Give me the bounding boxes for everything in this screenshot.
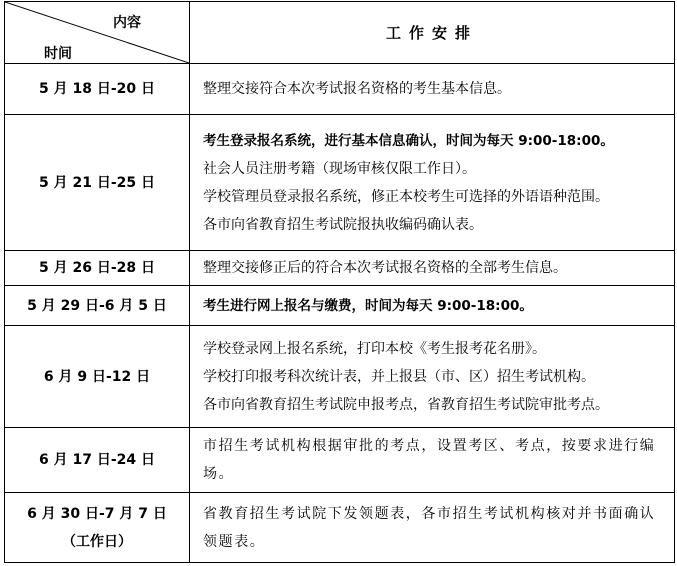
content-line: 考生登录报名系统，进行基本信息确认，时间为每天 9:00-18:00。 bbox=[203, 132, 614, 149]
content-line: 学校打印报考科次统计表，并上报县（市、区）招生考试机构。 bbox=[203, 368, 595, 385]
content-line: 各市向省教育招生考试院报执收编码确认表。 bbox=[203, 216, 483, 233]
content-cell bbox=[190, 493, 675, 563]
content-cell bbox=[190, 251, 675, 286]
content-cell bbox=[190, 64, 675, 115]
date-text: 6 月 30 日-7 月 7 日 bbox=[27, 505, 167, 522]
date-cell: 6 月 9 日-12 日 bbox=[5, 326, 190, 428]
diagonal-line bbox=[5, 2, 189, 63]
content-cell bbox=[190, 428, 675, 493]
schedule-table bbox=[4, 1, 675, 563]
table-row bbox=[5, 251, 675, 286]
content-line: 整理交接修正后的符合本次考试报名资格的全部考生信息。 bbox=[203, 260, 567, 276]
content-line: 学校管理员登录报名系统，修正本校考生可选择的外语语种范围。 bbox=[203, 188, 609, 205]
content-line: 整理交接符合本次考试报名资格的考生基本信息。 bbox=[203, 81, 511, 97]
table-row bbox=[5, 428, 675, 493]
content-paragraph: 市招生考试机构根据审批的考点，设置考区、考点，按要求进行编场。 bbox=[203, 438, 656, 482]
date-cell: 5 月 21 日-25 日 bbox=[5, 115, 190, 251]
time-header-label: 时间 bbox=[44, 46, 72, 62]
content-line: 各市向省教育招生考试院申报考点，省教育招生考试院审批考点。 bbox=[203, 396, 609, 413]
content-cell bbox=[190, 115, 675, 251]
header-row bbox=[5, 2, 675, 64]
table-row bbox=[5, 115, 675, 251]
date-cell: 5 月 26 日-28 日 bbox=[5, 251, 190, 286]
content-line: 学校登录网上报名系统，打印本校《考生报考花名册》。 bbox=[203, 340, 546, 357]
diagonal-header-cell bbox=[5, 2, 190, 64]
table-row bbox=[5, 493, 675, 563]
content-paragraph: 省教育招生考试院下发领题表，各市招生考试机构核对并书面确认领题表。 bbox=[203, 505, 656, 550]
content-cell bbox=[190, 326, 675, 428]
table-row bbox=[5, 286, 675, 326]
date-cell: 6 月 17 日-24 日 bbox=[5, 428, 190, 493]
date-cell: 5 月 18 日-20 日 bbox=[5, 64, 190, 115]
table-row bbox=[5, 64, 675, 115]
date-note: （工作日） bbox=[62, 533, 132, 550]
date-cell: 5 月 29 日-6 月 5 日 bbox=[5, 286, 190, 326]
table-row bbox=[5, 326, 675, 428]
date-cell bbox=[5, 493, 190, 563]
work-arrangement-header: 工作安排 bbox=[190, 2, 675, 64]
content-cell bbox=[190, 286, 675, 326]
content-line: 社会人员注册考籍（现场审核仅限工作日）。 bbox=[203, 160, 476, 177]
content-header-label: 内容 bbox=[113, 15, 141, 31]
content-line: 考生进行网上报名与缴费，时间为每天 9:00-18:00。 bbox=[203, 297, 533, 314]
